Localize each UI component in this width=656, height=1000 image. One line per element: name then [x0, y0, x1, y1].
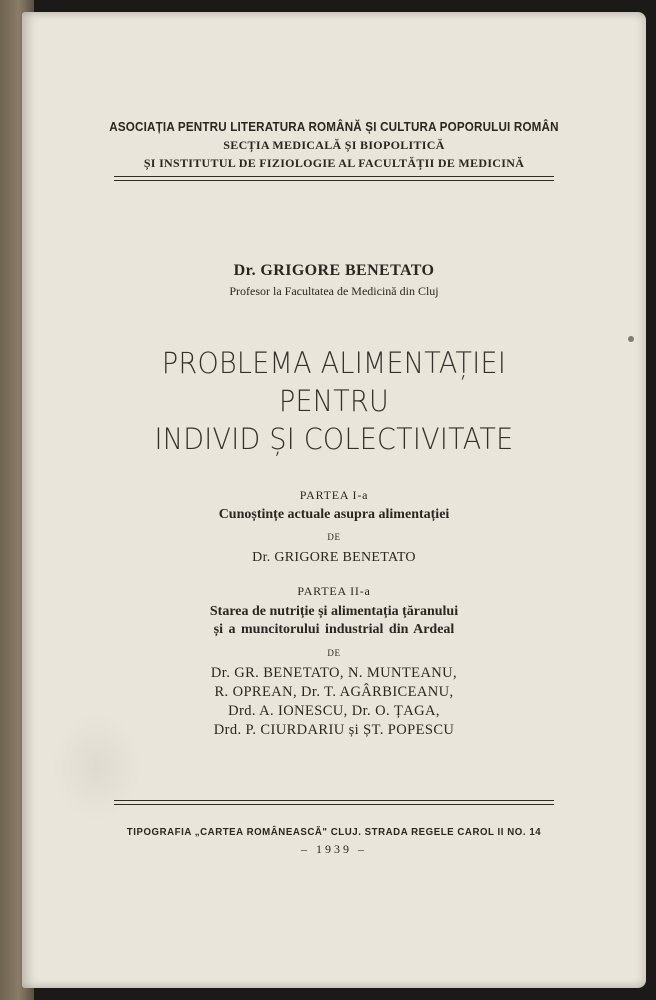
institute-name: ȘI INSTITUTUL DE FIZIOLOGIE AL FACULTĂȚII DE MEDICINĂ	[143, 156, 525, 170]
part1-subtitle: Cunoștințe actuale asupra alimentației	[218, 507, 450, 522]
part2-subtitle-line2: și a muncitorului industrial din Ardeal	[213, 622, 455, 637]
header-rule-top	[114, 176, 554, 177]
part2-subtitle-line1: Starea de nutriție și alimentația țăranului	[209, 604, 459, 619]
ink-speck	[628, 336, 634, 342]
part1-label: PARTEA I-a	[299, 488, 369, 502]
footer-rule-bottom	[114, 804, 554, 805]
title-line-3: INDIVID ȘI COLECTIVITATE	[154, 422, 514, 456]
title-line-1: PROBLEMA ALIMENTAȚIEI	[161, 346, 507, 380]
part2-authors-line4: Drd. P. CIURDARIU și ȘT. POPESCU	[213, 722, 455, 738]
author-affiliation: Profesor la Facultatea de Medicină din Cluj	[229, 284, 439, 298]
title-line-2: PENTRU	[278, 384, 390, 418]
part1-authors: Dr. GRIGORE BENETATO	[252, 550, 416, 565]
part2-authors-line3: Drd. A. IONESCU, Dr. O. ȚAGA,	[228, 703, 440, 719]
part2-authors-line2: R. OPREAN, Dr. T. AGÂRBICEANU,	[214, 684, 454, 700]
part2-by: DE	[327, 648, 341, 658]
section-name: SECȚIA MEDICALĂ ȘI BIOPOLITICĂ	[223, 138, 445, 152]
printer-imprint: TIPOGRAFIA „CARTEA ROMÂNEASCĂ" CLUJ. STRADA REGELE CAROL II NO. 14	[126, 826, 542, 838]
title-page	[22, 12, 646, 988]
association-name: ASOCIAȚIA PENTRU LITERATURA ROMÂNĂ ȘI CULTURA POPORULUI ROMÂN	[109, 120, 559, 134]
footer-rule-top	[114, 800, 554, 801]
header-rule-bottom	[114, 180, 554, 181]
part2-label: PARTEA II-a	[297, 584, 371, 598]
part1-by: DE	[327, 532, 341, 542]
part2-authors-line1: Dr. GR. BENETATO, N. MUNTEANU,	[210, 665, 458, 681]
publication-year: – 1939 –	[301, 842, 367, 856]
author-name: Dr. GRIGORE BENETATO	[233, 262, 435, 279]
